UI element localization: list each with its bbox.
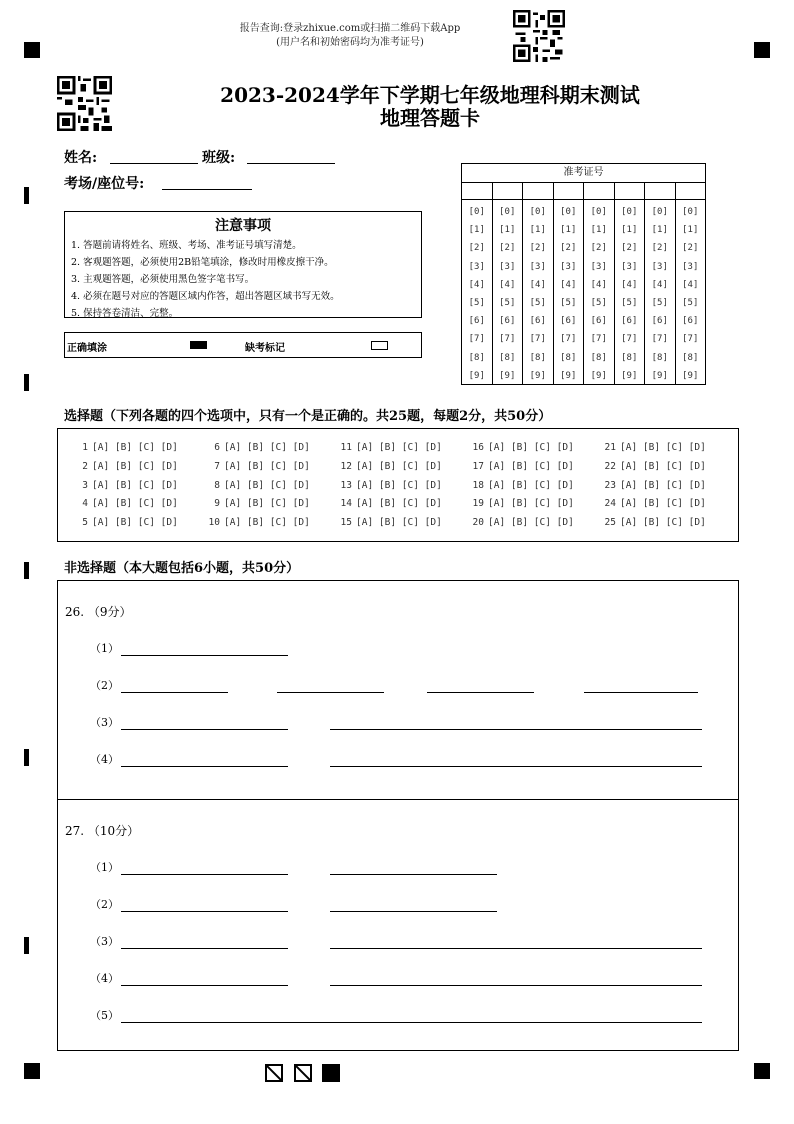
exam-id-digit-bubbles [676, 200, 706, 385]
exam-id-digit-bubble[interactable]: [1] [560, 225, 577, 236]
exam-id-digit-bubble[interactable]: [2] [499, 243, 516, 254]
exam-id-digit-bubble[interactable]: [4] [651, 279, 668, 290]
corner-mark-top-right [754, 42, 770, 58]
exam-id-digit-bubbles [493, 200, 523, 385]
mc-question-row[interactable] [600, 477, 732, 496]
q26-part-3-label: （3） [90, 716, 119, 729]
timing-mark [24, 374, 29, 391]
mc-option-bubbles[interactable]: [A] [B] [C] [D] [488, 479, 574, 491]
mc-question-row[interactable] [72, 477, 204, 496]
exam-id-column [493, 183, 524, 385]
exam-id-digit-bubble[interactable]: [7] [499, 334, 516, 345]
q27-part-5-answer-line[interactable] [121, 1022, 702, 1023]
q26-part-4-answer-line[interactable] [121, 766, 288, 767]
mc-question-row[interactable] [336, 458, 468, 477]
exam-id-write-cell[interactable] [645, 183, 675, 200]
timing-mark [24, 937, 29, 954]
mc-option-bubbles[interactable]: [A] [B] [C] [D] [92, 460, 178, 472]
exam-id-digit-bubble[interactable]: [8] [468, 352, 485, 363]
mc-option-bubbles[interactable]: [A] [B] [C] [D] [224, 498, 310, 510]
exam-id-columns [462, 183, 705, 385]
q26-part-3-answer-line[interactable] [330, 729, 702, 730]
mc-grid [72, 439, 732, 533]
mc-question-row[interactable] [204, 458, 336, 477]
exam-id-digit-bubble[interactable]: [9] [590, 370, 607, 381]
page-marker-slashed-icon [294, 1064, 312, 1082]
mc-question-row[interactable] [336, 514, 468, 533]
exam-id-digit-bubble[interactable]: [0] [529, 206, 546, 217]
qr-code-icon [57, 76, 112, 131]
exam-id-digit-bubble[interactable]: [6] [560, 316, 577, 327]
corner-mark-bottom-left [24, 1063, 40, 1079]
mc-question-row[interactable] [600, 439, 732, 458]
mc-question-number: 13 [340, 479, 352, 491]
seat-field[interactable] [162, 189, 252, 190]
exam-id-digit-bubble[interactable]: [7] [468, 334, 485, 345]
question-26-box [57, 580, 739, 800]
report-line-2: (用户名和初始密码均为准考证号) [276, 37, 424, 48]
mc-option-bubbles[interactable]: [A] [B] [C] [D] [356, 517, 442, 529]
exam-id-digit-bubble[interactable]: [8] [651, 352, 668, 363]
notice-item: 2. 客观题答题，必须使用2B铅笔填涂，修改时用橡皮擦干净。 [71, 257, 334, 268]
notice-list [65, 237, 421, 322]
mc-option-bubbles[interactable]: [A] [B] [C] [D] [356, 498, 442, 510]
q27-part-4-answer-line[interactable] [121, 985, 288, 986]
mc-option-bubbles[interactable]: [A] [B] [C] [D] [224, 442, 310, 453]
q27-part-1-answer-line[interactable] [330, 874, 497, 875]
exam-id-digit-bubble[interactable]: [5] [682, 297, 699, 308]
non-choice-section-title: 非选择题（本大题包括6小题，共50分） [64, 561, 300, 576]
exam-id-digit-bubble[interactable]: [4] [560, 279, 577, 290]
name-label: 姓名: [64, 150, 98, 166]
question-26-title: 26. （9分） [65, 605, 132, 619]
mc-question-number: 14 [340, 498, 352, 510]
mc-question-row[interactable] [204, 495, 336, 514]
exam-id-digit-bubble[interactable]: [8] [621, 352, 638, 363]
exam-id-digit-bubble[interactable]: [8] [499, 352, 516, 363]
exam-id-digit-bubble[interactable]: [2] [651, 243, 668, 254]
mc-question-number: 22 [604, 460, 616, 472]
mc-question-number: 20 [472, 517, 484, 529]
exam-id-digit-bubble[interactable]: [1] [590, 225, 607, 236]
mc-question-number: 4 [82, 498, 88, 510]
exam-id-digit-bubble[interactable]: [2] [682, 243, 699, 254]
mc-option-bubbles[interactable]: [A] [B] [C] [D] [488, 460, 574, 472]
exam-id-write-cell[interactable] [676, 183, 706, 200]
exam-id-title: 准考证号 [462, 164, 705, 183]
exam-id-digit-bubble[interactable]: [7] [560, 334, 577, 345]
correct-fill-label: 正确填涂 [67, 343, 107, 354]
q27-part-2-answer-line[interactable] [330, 911, 497, 912]
exam-id-digit-bubble[interactable]: [3] [468, 261, 485, 272]
exam-id-digit-bubble[interactable]: [2] [529, 243, 546, 254]
exam-id-digit-bubble[interactable]: [8] [682, 352, 699, 363]
exam-id-digit-bubble[interactable]: [0] [621, 206, 638, 217]
mc-column [336, 439, 468, 533]
exam-id-column [554, 183, 585, 385]
exam-id-digit-bubble[interactable]: [6] [468, 316, 485, 327]
exam-id-write-cell[interactable] [493, 183, 523, 200]
exam-id-digit-bubble[interactable]: [1] [499, 225, 516, 236]
exam-id-column [584, 183, 615, 385]
exam-id-digit-bubble[interactable]: [4] [682, 279, 699, 290]
mc-question-row[interactable] [600, 458, 732, 477]
exam-id-column [462, 183, 493, 385]
corner-mark-bottom-right [754, 1063, 770, 1079]
mc-question-number: 21 [604, 442, 616, 453]
exam-id-digit-bubble[interactable]: [0] [560, 206, 577, 217]
exam-id-digit-bubble[interactable]: [6] [651, 316, 668, 327]
q27-part-2-answer-line[interactable] [121, 911, 288, 912]
absent-mark-checkbox[interactable] [371, 341, 388, 350]
exam-id-digit-bubble[interactable]: [3] [499, 261, 516, 272]
name-field[interactable] [110, 163, 198, 164]
exam-id-digit-bubble[interactable]: [0] [682, 206, 699, 217]
page-title: 2023-2024学年下学期七年级地理科期末测试 [220, 83, 640, 107]
mc-question-number: 8 [214, 479, 220, 491]
exam-id-column [615, 183, 646, 385]
question-27-box [57, 799, 739, 1051]
mc-question-number: 25 [604, 517, 616, 529]
q26-part-2-answer-line[interactable] [277, 692, 384, 693]
mc-question-number: 3 [82, 479, 88, 491]
exam-id-digit-bubbles [523, 200, 553, 385]
q26-part-2-answer-line[interactable] [427, 692, 534, 693]
exam-id-digit-bubble[interactable]: [7] [682, 334, 699, 345]
mc-question-number: 23 [604, 479, 616, 491]
correct-fill-sample [190, 341, 207, 349]
mc-option-bubbles[interactable]: [A] [B] [C] [D] [488, 442, 574, 453]
exam-id-digit-bubble[interactable]: [5] [529, 297, 546, 308]
exam-id-digit-bubble[interactable]: [3] [682, 261, 699, 272]
mc-option-bubbles[interactable]: [A] [B] [C] [D] [620, 460, 706, 472]
q27-part-4-label: （4） [90, 972, 119, 985]
page-marker-slashed-icon [265, 1064, 283, 1082]
notice-item: 4. 必须在题号对应的答题区域内作答，超出答题区域书写无效。 [71, 291, 340, 302]
mc-question-number: 7 [214, 460, 220, 472]
q26-part-4-answer-line[interactable] [330, 766, 702, 767]
exam-id-digit-bubble[interactable]: [9] [682, 370, 699, 381]
mc-column [600, 439, 732, 533]
seat-label: 考场/座位号: [64, 176, 145, 192]
exam-id-digit-bubble[interactable]: [8] [590, 352, 607, 363]
exam-id-write-cell[interactable] [615, 183, 645, 200]
exam-id-digit-bubble[interactable]: [1] [468, 225, 485, 236]
timing-mark [24, 187, 29, 204]
exam-id-digit-bubble[interactable]: [4] [529, 279, 546, 290]
class-field[interactable] [247, 163, 335, 164]
exam-id-digit-bubble[interactable]: [9] [560, 370, 577, 381]
notice-item: 3. 主观题答题，必须使用黑色签字笔书写。 [71, 274, 255, 285]
mc-answer-box [57, 428, 739, 542]
exam-id-digit-bubble[interactable]: [5] [468, 297, 485, 308]
mc-question-row[interactable] [468, 495, 600, 514]
exam-id-grid [461, 163, 706, 385]
mc-question-row[interactable] [204, 477, 336, 496]
q27-part-5-label: （5） [90, 1009, 119, 1022]
exam-id-column [645, 183, 676, 385]
mc-question-number: 17 [472, 460, 484, 472]
mc-option-bubbles[interactable]: [A] [B] [C] [D] [620, 442, 706, 453]
report-line-1: 报告查询:登录zhixue.com或扫描二维码下载App [239, 23, 461, 34]
mc-option-bubbles[interactable]: [A] [B] [C] [D] [92, 498, 178, 510]
exam-id-digit-bubble[interactable]: [0] [499, 206, 516, 217]
mc-question-row[interactable] [72, 439, 204, 458]
exam-id-digit-bubble[interactable]: [6] [590, 316, 607, 327]
q27-part-4-answer-line[interactable] [330, 985, 702, 986]
mc-question-row[interactable] [336, 495, 468, 514]
mc-question-number: 11 [340, 442, 352, 453]
mc-option-bubbles[interactable]: [A] [B] [C] [D] [356, 442, 442, 453]
mc-question-number: 19 [472, 498, 484, 510]
mc-question-row[interactable] [204, 514, 336, 533]
mc-question-row[interactable] [72, 458, 204, 477]
mc-option-bubbles[interactable]: [A] [B] [C] [D] [620, 479, 706, 491]
mc-option-bubbles[interactable]: [A] [B] [C] [D] [488, 498, 574, 510]
mc-question-row[interactable] [336, 439, 468, 458]
mc-question-row[interactable] [600, 514, 732, 533]
exam-id-digit-bubbles [584, 200, 614, 385]
exam-id-digit-bubble[interactable]: [5] [560, 297, 577, 308]
exam-id-digit-bubble[interactable]: [3] [560, 261, 577, 272]
exam-id-digit-bubble[interactable]: [8] [529, 352, 546, 363]
exam-id-write-cell[interactable] [523, 183, 553, 200]
q26-part-1-label: （1） [90, 642, 119, 655]
mc-option-bubbles[interactable]: [A] [B] [C] [D] [356, 479, 442, 491]
mc-section-title: 选择题（下列各题的四个选项中，只有一个是正确的。共25题，每题2分，共50分） [64, 409, 552, 424]
exam-id-column [676, 183, 706, 385]
exam-id-digit-bubble[interactable]: [1] [621, 225, 638, 236]
exam-id-digit-bubble[interactable]: [9] [468, 370, 485, 381]
exam-id-digit-bubble[interactable]: [3] [621, 261, 638, 272]
exam-id-digit-bubble[interactable]: [9] [529, 370, 546, 381]
mc-question-number: 6 [214, 442, 220, 453]
mc-column [468, 439, 600, 533]
exam-id-digit-bubble[interactable]: [3] [590, 261, 607, 272]
mc-question-row[interactable] [468, 439, 600, 458]
exam-id-digit-bubbles [645, 200, 675, 385]
q27-part-1-answer-line[interactable] [121, 874, 288, 875]
exam-id-digit-bubble[interactable]: [0] [468, 206, 485, 217]
exam-id-digit-bubble[interactable]: [4] [468, 279, 485, 290]
exam-id-digit-bubble[interactable]: [5] [590, 297, 607, 308]
mc-question-number: 24 [604, 498, 616, 510]
exam-id-digit-bubble[interactable]: [9] [651, 370, 668, 381]
class-label: 班级: [202, 150, 236, 166]
exam-id-digit-bubble[interactable]: [2] [560, 243, 577, 254]
q26-part-3-answer-line[interactable] [121, 729, 288, 730]
mc-option-bubbles[interactable]: [A] [B] [C] [D] [224, 479, 310, 491]
exam-id-digit-bubble[interactable]: [4] [621, 279, 638, 290]
mc-question-number: 16 [472, 442, 484, 453]
mc-question-number: 18 [472, 479, 484, 491]
mc-option-bubbles[interactable]: [A] [B] [C] [D] [92, 479, 178, 491]
q27-part-3-answer-line[interactable] [330, 948, 702, 949]
page-subtitle: 地理答题卡 [380, 106, 480, 130]
mc-question-row[interactable] [204, 439, 336, 458]
exam-id-digit-bubble[interactable]: [0] [651, 206, 668, 217]
exam-id-digit-bubble[interactable]: [8] [560, 352, 577, 363]
exam-id-digit-bubble[interactable]: [7] [651, 334, 668, 345]
mc-option-bubbles[interactable]: [A] [B] [C] [D] [488, 517, 574, 529]
exam-id-digit-bubble[interactable]: [3] [529, 261, 546, 272]
question-27-title: 27. （10分） [65, 824, 140, 838]
mc-question-row[interactable] [468, 458, 600, 477]
exam-id-digit-bubble[interactable]: [0] [590, 206, 607, 217]
exam-id-digit-bubble[interactable]: [3] [651, 261, 668, 272]
q26-part-1-answer-line[interactable] [121, 655, 288, 656]
q27-part-2-label: （2） [90, 898, 119, 911]
exam-id-write-cell[interactable] [554, 183, 584, 200]
exam-id-digit-bubble[interactable]: [6] [621, 316, 638, 327]
exam-id-digit-bubbles [554, 200, 584, 385]
mc-question-row[interactable] [600, 495, 732, 514]
report-instructions [190, 22, 510, 50]
fill-example-box [64, 332, 422, 358]
mc-option-bubbles[interactable]: [A] [B] [C] [D] [224, 460, 310, 472]
mc-question-number: 15 [340, 517, 352, 529]
exam-id-digit-bubble[interactable]: [6] [529, 316, 546, 327]
q27-part-3-answer-line[interactable] [121, 948, 288, 949]
mc-option-bubbles[interactable]: [A] [B] [C] [D] [356, 460, 442, 472]
exam-id-digit-bubble[interactable]: [1] [682, 225, 699, 236]
absent-mark-label: 缺考标记 [245, 343, 285, 354]
page-marker-filled-icon [322, 1064, 340, 1082]
exam-id-digit-bubble[interactable]: [4] [590, 279, 607, 290]
q26-part-2-answer-line[interactable] [121, 692, 228, 693]
exam-id-column [523, 183, 554, 385]
mc-question-row[interactable] [468, 477, 600, 496]
q26-part-4-label: （4） [90, 753, 119, 766]
exam-id-digit-bubble[interactable]: [1] [651, 225, 668, 236]
q27-part-3-label: （3） [90, 935, 119, 948]
notice-item: 1. 答题前请将姓名、班级、考场、准考证号填写清楚。 [71, 240, 302, 251]
exam-id-digit-bubble[interactable]: [9] [621, 370, 638, 381]
exam-id-digit-bubble[interactable]: [7] [621, 334, 638, 345]
exam-id-digit-bubble[interactable]: [6] [499, 316, 516, 327]
exam-id-digit-bubbles [462, 200, 492, 385]
exam-id-digit-bubble[interactable]: [1] [529, 225, 546, 236]
exam-id-write-cell[interactable] [584, 183, 614, 200]
corner-mark-top-left [24, 42, 40, 58]
exam-id-digit-bubble[interactable]: [4] [499, 279, 516, 290]
notice-box [64, 211, 422, 318]
exam-id-digit-bubble[interactable]: [6] [682, 316, 699, 327]
mc-question-row[interactable] [72, 495, 204, 514]
mc-option-bubbles[interactable]: [A] [B] [C] [D] [620, 517, 706, 529]
notice-item: 5. 保持答卷清洁、完整。 [71, 308, 179, 319]
timing-mark [24, 749, 29, 766]
mc-question-number: 10 [208, 517, 220, 529]
exam-id-write-cell[interactable] [462, 183, 492, 200]
exam-id-digit-bubble[interactable]: [2] [468, 243, 485, 254]
exam-id-digit-bubble[interactable]: [5] [621, 297, 638, 308]
exam-id-digit-bubble[interactable]: [5] [499, 297, 516, 308]
mc-option-bubbles[interactable]: [A] [B] [C] [D] [92, 517, 178, 529]
mc-question-number: 2 [82, 460, 88, 472]
mc-question-row[interactable] [72, 514, 204, 533]
q26-part-2-label: （2） [90, 679, 119, 692]
mc-question-row[interactable] [336, 477, 468, 496]
mc-question-number: 1 [82, 442, 88, 453]
mc-question-number: 9 [214, 498, 220, 510]
q26-part-2-answer-line[interactable] [584, 692, 698, 693]
exam-id-digit-bubble[interactable]: [9] [499, 370, 516, 381]
mc-question-number: 5 [82, 517, 88, 529]
mc-question-row[interactable] [468, 514, 600, 533]
qr-code-icon [513, 10, 565, 62]
timing-mark [24, 562, 29, 579]
mc-option-bubbles[interactable]: [A] [B] [C] [D] [620, 498, 706, 510]
mc-option-bubbles[interactable]: [A] [B] [C] [D] [92, 442, 178, 453]
notice-title: 注意事项 [215, 218, 271, 234]
exam-id-digit-bubble[interactable]: [7] [529, 334, 546, 345]
exam-id-digit-bubble[interactable]: [7] [590, 334, 607, 345]
exam-id-digit-bubble[interactable]: [2] [621, 243, 638, 254]
mc-option-bubbles[interactable]: [A] [B] [C] [D] [224, 517, 310, 529]
mc-column [204, 439, 336, 533]
q27-part-1-label: （1） [90, 861, 119, 874]
mc-question-number: 12 [340, 460, 352, 472]
exam-id-digit-bubble[interactable]: [2] [590, 243, 607, 254]
mc-column [72, 439, 204, 533]
exam-id-digit-bubble[interactable]: [5] [651, 297, 668, 308]
exam-id-digit-bubbles [615, 200, 645, 385]
